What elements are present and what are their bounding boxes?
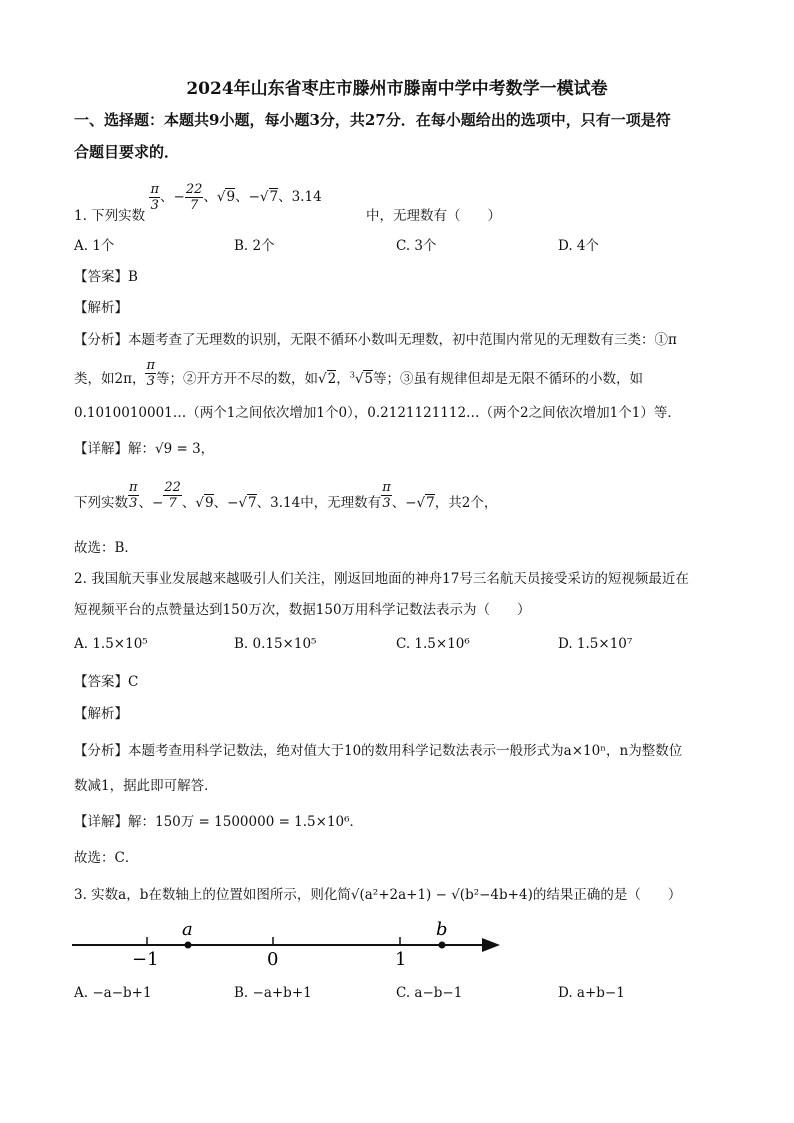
q1-lead: 1. 下列实数 [74, 208, 146, 224]
page-title: 2024年山东省枣庄市滕州市滕南中学中考数学一模试卷 [186, 79, 608, 99]
q1-d-roots: 、√9、−√7、3.14 [181, 495, 301, 511]
q1-stem [74, 178, 501, 224]
q1-fenxi2a: 类，如2π， [74, 371, 146, 387]
tick-label-1: 1 [395, 949, 407, 970]
q1-analysis-tag: 【解析】 [74, 300, 128, 316]
q1-fenxi2c: ， [336, 371, 350, 387]
q1-fenxi-line1: 【分析】本题考查了无理数的识别，无限不循环小数叫无理数，初中范围内常见的无理数有三类：①π [74, 332, 677, 348]
q1-option-d[interactable]: D. 4个 [558, 238, 600, 254]
q2-option-d[interactable]: D. 1.5×10⁷ [558, 636, 633, 652]
q1-option-a[interactable]: A. 1个 [74, 238, 115, 254]
q1-d-frac1: $\frac{\pi}{3}$ [129, 480, 138, 511]
q1-answer: 【答案】B [74, 269, 138, 285]
q1-314: 3.14 [291, 189, 322, 205]
q2-option-b[interactable]: B. 0.15×10⁵ [234, 636, 317, 652]
q2-analysis-tag: 【解析】 [74, 706, 128, 722]
section-heading-line2: 合题目要求的． [74, 143, 180, 161]
point-b [439, 942, 446, 949]
number-line-figure [70, 915, 510, 975]
section-heading-line1: 一、选择题：本题共9小题，每小题3分，共27分．在每小题给出的选项中，只有一项是符 [74, 111, 671, 129]
q2-fenxi-line1: 【分析】本题考查用科学记数法，绝对值大于10的数用科学记数法表示一般形式为a×10ⁿ，n为整数位 [74, 743, 683, 759]
q3-option-d[interactable]: D. a+b−1 [558, 985, 625, 1001]
q1-end: 中，无理数有（ ） [365, 208, 501, 224]
q1-d-neg7: 、−√7 [391, 495, 435, 511]
q1-d-frac3: $\frac{\pi}{3}$ [382, 480, 391, 511]
q1-d-sep: 、− [138, 495, 164, 511]
q1-detail2b: 中，无理数有 [300, 495, 382, 511]
q1-frac-22-7: $\frac{22}{7}$ [185, 182, 203, 213]
q1-fenxi2d: 等；③虽有规律但却是无限不循环的小数，如 [373, 371, 644, 387]
tick-label-neg1: −1 [132, 949, 159, 970]
q1-fenxi-line2 [74, 358, 643, 389]
number-line-arrow-icon [482, 938, 500, 952]
q2-detail: 【详解】解：150万 = 1500000 = 1.5×10⁶． [74, 814, 364, 830]
q3-option-a[interactable]: A. −a−b+1 [74, 985, 152, 1001]
q2-line2: 短视频平台的点赞量达到150万次，数据150万用科学记数法表示为（ ） [74, 602, 531, 618]
q2-fenxi-line2: 数减1，据此即可解答． [74, 778, 218, 794]
q2-answer: 【答案】C [74, 674, 139, 690]
q2-option-a[interactable]: A. 1.5×10⁵ [74, 636, 148, 652]
q1-detail2a: 下列实数 [74, 495, 128, 511]
q1-detail2c: ，共2个， [434, 495, 498, 511]
q1-roots: 、√9、−√7、 [203, 189, 292, 205]
q2-line1: 2. 我国航天事业发展越来越吸引人们关注，刚返回地面的神舟17号三名航天员接受采访的短视频最近在 [74, 571, 689, 587]
q3-option-b[interactable]: B. −a+b+1 [234, 985, 312, 1001]
point-label-b: b [436, 919, 448, 940]
q1-option-c[interactable]: C. 3个 [396, 238, 437, 254]
q1-detail-line2 [74, 480, 497, 511]
q1-fenxi-frac: $\frac{\pi}{3}$ [146, 358, 156, 389]
q1-option-b[interactable]: B. 2个 [234, 238, 275, 254]
point-label-a: a [182, 919, 193, 940]
q1-fenxi-line3: 0.1010010001…（两个1之间依次增加1个0），0.2121121112…（两个2之间依次增加1个1）等． [74, 405, 681, 421]
q1-d-frac2: $\frac{22}{7}$ [164, 480, 181, 511]
q1-sep1: 、− [160, 189, 185, 205]
q1-cbrt5: $^3$√5 [349, 370, 374, 387]
q1-frac-pi3: $\frac{\pi}{3}$ [150, 182, 160, 213]
q3-line1: 3. 实数a，b在数轴上的位置如图所示，则化简√(a²+2a+1) − √(b²−4b+4)的结果正确的是（ ） [74, 887, 682, 903]
q1-fenxi2b: 等；②开方开不尽的数，如 [156, 371, 319, 387]
q3-option-c[interactable]: C. a−b−1 [396, 985, 463, 1001]
q2-choose: 故选：C． [74, 850, 139, 866]
tick-label-0: 0 [267, 949, 279, 970]
q1-detail: 【详解】解：√9 = 3， [74, 441, 215, 457]
point-a [185, 942, 192, 949]
q1-choose: 故选：B． [74, 540, 138, 556]
q2-option-c[interactable]: C. 1.5×10⁶ [396, 636, 470, 652]
q1-sqrt2: √2 [318, 371, 337, 387]
